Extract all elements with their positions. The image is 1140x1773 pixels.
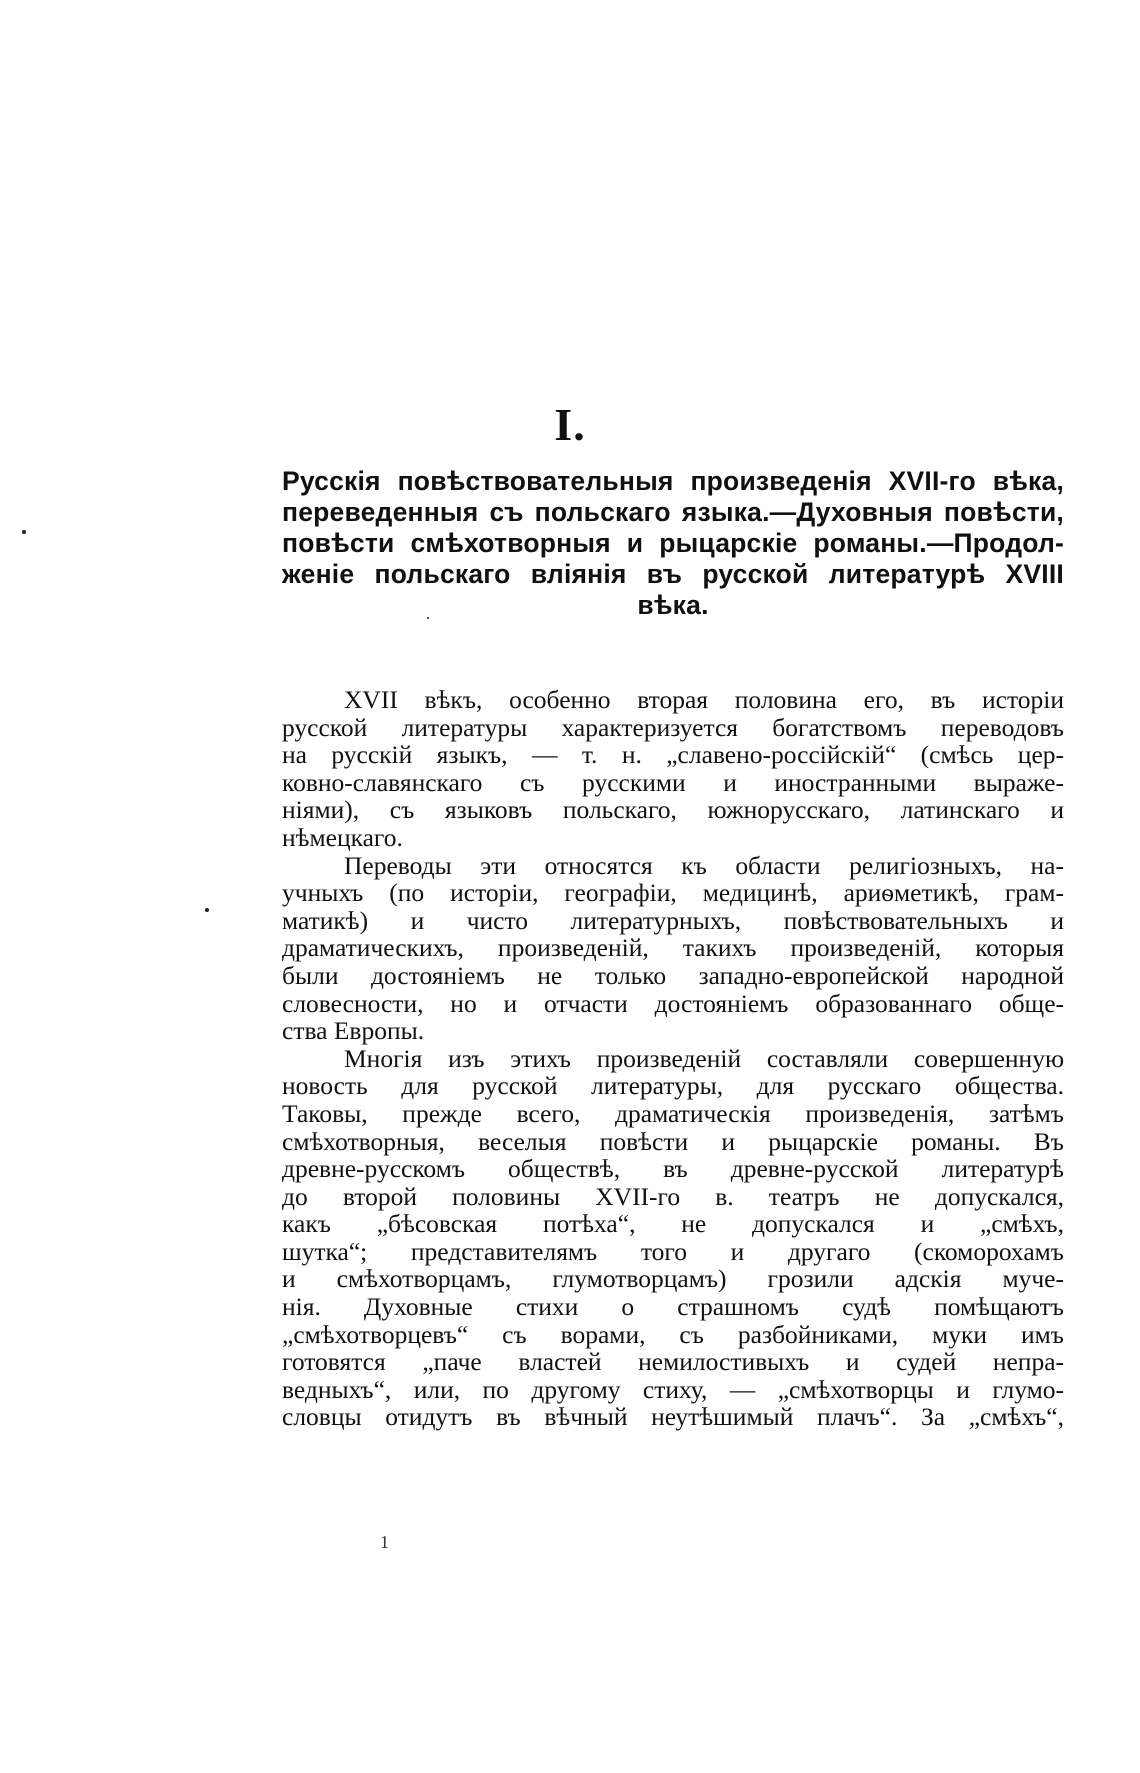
chapter-title-line: переведенныя съ польскаго языка.—Духовныя повѣсти, — [282, 497, 1064, 527]
text-line: и смѣхотворцамъ, глумотворцамъ) грозили адскія муче- — [282, 1264, 1064, 1294]
chapter-number: I. — [554, 399, 586, 450]
text-line: нѣмецкаго. — [282, 822, 403, 852]
paragraph — [282, 852, 1064, 1045]
paragraph — [282, 686, 1064, 852]
text-line: XVII вѣкъ, особенно вторая половина его, въ исторіи — [344, 685, 1064, 714]
text-line: нія. Духовные стихи о страшномъ судѣ помѣщаютъ — [282, 1292, 1064, 1322]
text-line: новость для русской литературы, для русскаго общества. — [282, 1071, 1064, 1101]
text-line: русской литературы характеризуется богатствомъ переводовъ — [282, 712, 1064, 742]
text-line: Многія изъ этихъ произведеній составляли совершенную — [344, 1043, 1064, 1073]
text-line: были достояніемъ не только западно-европейской народной — [282, 960, 1064, 990]
text-line: словесности, но и отчасти достояніемъ образованнаго обще- — [282, 988, 1064, 1018]
text-line: на русскій языкъ, — т. н. „славено-россійскій“ (смѣсь цер- — [282, 740, 1064, 770]
text-line: смѣхотворныя, веселыя повѣсти и рыцарскіе романы. Въ — [282, 1126, 1064, 1156]
chapter-title-line: вѣка. — [637, 590, 709, 620]
text-line: Переводы эти относятся къ области религіозныхъ, на- — [344, 850, 1064, 880]
text-line: драматическихъ, произведеній, такихъ произведеній, которыя — [282, 933, 1064, 963]
text-line: до второй половины XVII-го в. театръ не допускался, — [282, 1181, 1064, 1211]
chapter-title-line: Русскія повѣствовательныя произведенія XVII-го вѣка, — [282, 466, 1064, 496]
text-line: учныхъ (по исторіи, географіи, медицинѣ, ариѳметикѣ, грам- — [282, 878, 1064, 908]
chapter-title-line: повѣсти смѣхотворныя и рыцарскіе романы.—Продол- — [282, 528, 1064, 558]
text-line: матикѣ) и чисто литературныхъ, повѣствовательныхъ и — [282, 905, 1064, 935]
scan-speck — [205, 908, 209, 912]
scan-speck — [427, 617, 429, 619]
chapter-title-line: женіе польскаго вліянія въ русской литературѣ XVIII — [282, 559, 1064, 589]
text-line: шутка“; представителямъ того и другаго (скоморохамъ — [282, 1236, 1064, 1266]
text-line: ніями), съ языковъ польскаго, южнорусскаго, латинскаго и — [282, 795, 1064, 825]
body-text — [282, 686, 1064, 1431]
text-line: „смѣхотворцевъ“ съ ворами, съ разбойниками, муки имъ — [282, 1319, 1064, 1349]
text-line: древне-русскомъ обществѣ, въ древне-русской литературѣ — [282, 1154, 1064, 1184]
scan-speck — [22, 530, 26, 534]
text-line: ведныхъ“, или, по другому стиху, — „смѣхотворцы и глумо- — [282, 1374, 1064, 1404]
chapter-title — [282, 466, 1064, 621]
text-line: готовятся „паче властей немилостивыхъ и судей непра- — [282, 1347, 1064, 1377]
paragraph — [282, 1045, 1064, 1431]
text-line: ковно-славянскаго съ русскими и иностранными выраже- — [282, 767, 1064, 797]
text-line: словцы отидутъ въ вѣчный неутѣшимый плачъ“. За „смѣхъ“, — [282, 1402, 1064, 1432]
text-line: ства Европы. — [282, 1016, 425, 1046]
page-folio: 1 — [380, 1532, 389, 1552]
text-line: Таковы, прежде всего, драматическія произведенія, затѣмъ — [282, 1098, 1064, 1128]
text-line: какъ „бѣсовская потѣха“, не допускался и „смѣхъ, — [282, 1209, 1064, 1239]
